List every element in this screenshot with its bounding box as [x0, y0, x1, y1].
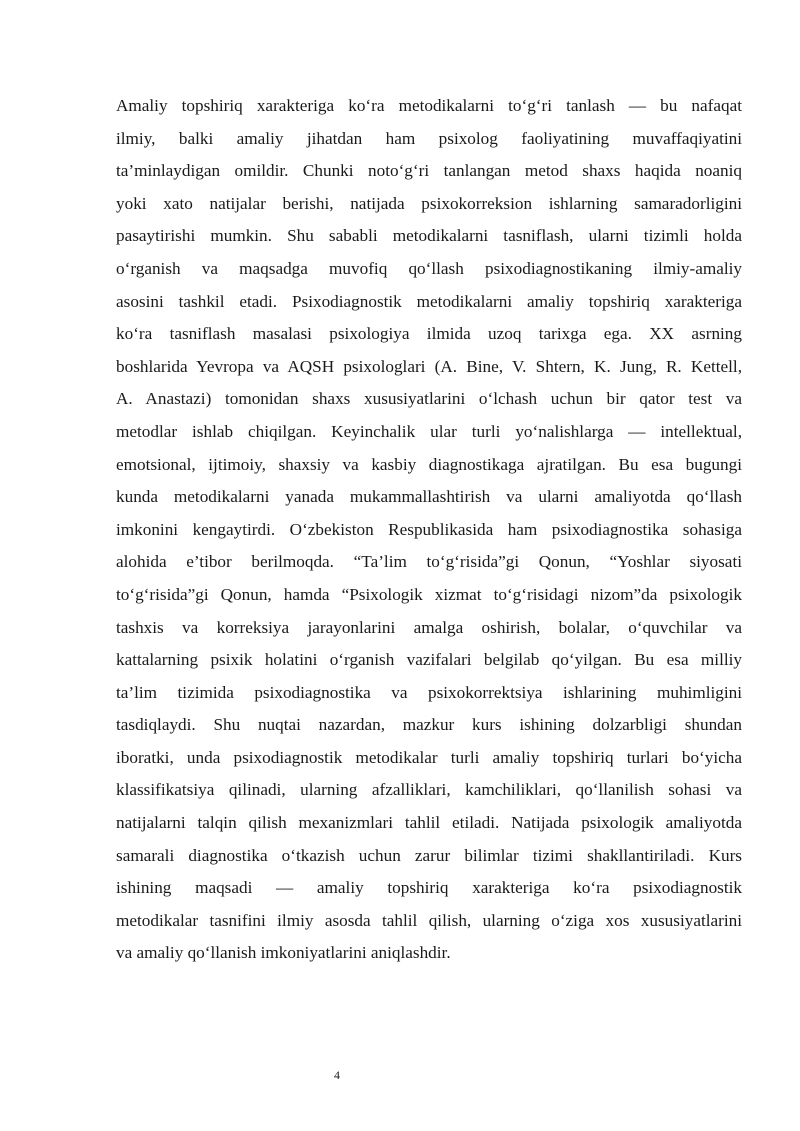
paragraph-line: alohida e’tibor berilmoqda. “Ta’lim to‘g‘risida”gi Qonun, “Yoshlar siyosati	[116, 552, 742, 572]
paragraph-line: va amaliy qo‘llanish imkoniyatlarini aniqlashdir.	[116, 943, 451, 963]
paragraph-line: tasdiqlaydi. Shu nuqtai nazardan, mazkur kurs ishining dolzarbligi shundan	[116, 715, 742, 735]
paragraph-line: kattalarning psixik holatini o‘rganish vazifalari belgilab qo‘yilgan. Bu esa milliy	[116, 650, 742, 670]
paragraph-line: emotsional, ijtimoiy, shaxsiy va kasbiy diagnostikaga ajratilgan. Bu esa bugungi	[116, 454, 742, 474]
paragraph-line: ko‘ra tasniflash masalasi psixologiya ilmida uzoq tarixga ega. XX asrning	[116, 324, 742, 344]
paragraph-line: Amaliy topshiriq xarakteriga ko‘ra metodikalarni to‘g‘ri tanlash — bu nafaqat	[116, 96, 742, 115]
paragraph-line: ta’lim tizimida psixodiagnostika va psixokorrektsiya ishlarining muhimligini	[116, 682, 742, 702]
paragraph-line: yoki xato natijalar berishi, natijada psixokorreksion ishlarning samaradorligini	[116, 193, 742, 213]
paragraph-line: ishining maqsadi — amaliy topshiriq xarakteriga ko‘ra psixodiagnostik	[116, 878, 742, 898]
paragraph-line: metodlar ishlab chiqilgan. Keyinchalik ular turli yo‘nalishlarga — intellektual,	[116, 421, 742, 441]
paragraph-line: ilmiy, balki amaliy jihatdan ham psixolog faoliyatining muvaffaqiyatini	[116, 128, 742, 148]
paragraph-line: asosini tashkil etadi. Psixodiagnostik metodikalarni amaliy topshiriq xarakteriga	[116, 291, 742, 311]
paragraph-line: imkonini kengaytirdi. O‘zbekiston Respublikasida ham psixodiagnostika sohasiga	[116, 519, 742, 539]
paragraph-line: to‘g‘risida”gi Qonun, hamda “Psixologik xizmat to‘g‘risidagi nizom”da psixologik	[116, 584, 742, 604]
paragraph-line: A. Anastazi) tomonidan shaxs xususiyatlarini o‘lchash uchun bir qator test va	[116, 389, 742, 409]
paragraph-line: tashxis va korreksiya jarayonlarini amalga oshirish, bolalar, o‘quvchilar va	[116, 617, 742, 637]
paragraph-line: metodikalar tasnifini ilmiy asosda tahlil qilish, ularning o‘ziga xos xususiyatlarini	[116, 910, 742, 930]
paragraph-line: samarali diagnostika o‘tkazish uchun zarur bilimlar tizimi shakllantiriladi. Kurs	[116, 845, 742, 865]
paragraph-line: boshlarida Yevropa va AQSH psixologlari (A. Bine, V. Shtern, K. Jung, R. Kettell,	[116, 356, 742, 376]
paragraph-line: pasaytirishi mumkin. Shu sababli metodikalarni tasniflash, ularni tizimli holda	[116, 226, 742, 246]
page-number: 4	[334, 1068, 340, 1082]
paragraph-line: klassifikatsiya qilinadi, ularning afzalliklari, kamchiliklari, qo‘llanilish sohasi va	[116, 780, 742, 800]
paragraph-line: ta’minlaydigan omildir. Chunki noto‘g‘ri tanlangan metod shaxs haqida noaniq	[116, 161, 742, 181]
paragraph-line: kunda metodikalarni yanada mukammallashtirish va ularni amaliyotda qo‘llash	[116, 487, 742, 507]
paragraph-line: iboratki, unda psixodiagnostik metodikalar turli amaliy topshiriq turlari bo‘yicha	[116, 747, 742, 767]
paragraph-line: o‘rganish va maqsadga muvofiq qo‘llash psixodiagnostikaning ilmiy-amaliy	[116, 258, 742, 278]
body-paragraph	[116, 90, 742, 970]
paragraph-line: natijalarni talqin qilish mexanizmlari tahlil etiladi. Natijada psixologik amaliyotda	[116, 813, 742, 833]
